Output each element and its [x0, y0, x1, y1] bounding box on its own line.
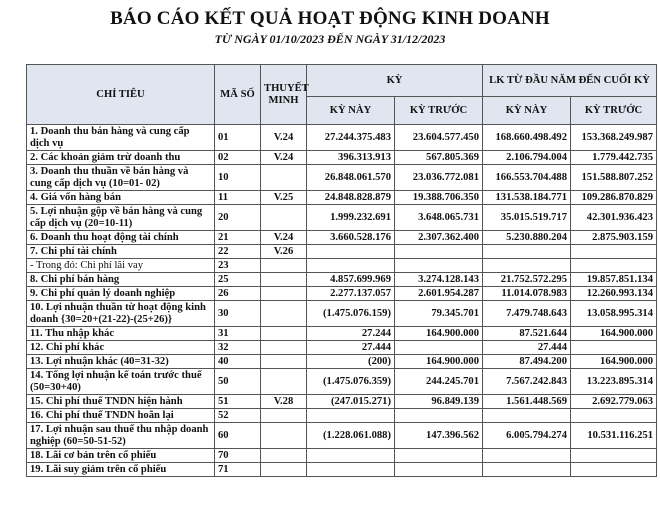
row-lk-ky-truoc: 151.588.807.252 [571, 165, 657, 191]
row-ky-nay: 27.244.375.483 [307, 125, 395, 151]
row-ky-truoc: 23.604.577.450 [395, 125, 483, 151]
row-ky-nay [307, 259, 395, 273]
header-ky-nay: KỲ NÀY [307, 97, 395, 125]
row-ky-truoc: 96.849.139 [395, 395, 483, 409]
row-code: 70 [215, 449, 261, 463]
table-row [27, 273, 657, 287]
table-row [27, 395, 657, 409]
row-ky-truoc [395, 409, 483, 423]
row-ky-truoc: 164.900.000 [395, 355, 483, 369]
row-lk-ky-nay: 27.444 [483, 341, 571, 355]
row-lk-ky-truoc: 164.900.000 [571, 327, 657, 341]
row-label: 18. Lãi cơ bản trên cổ phiếu [27, 449, 215, 463]
row-lk-ky-nay: 168.660.498.492 [483, 125, 571, 151]
row-ky-nay: 27.244 [307, 327, 395, 341]
row-lk-ky-truoc: 164.900.000 [571, 355, 657, 369]
row-note: V.24 [261, 125, 307, 151]
row-lk-ky-truoc: 2.875.903.159 [571, 231, 657, 245]
row-ky-nay: 27.444 [307, 341, 395, 355]
row-ky-truoc: 2.307.362.400 [395, 231, 483, 245]
row-label: 11. Thu nhập khác [27, 327, 215, 341]
table-row [27, 245, 657, 259]
row-label: 6. Doanh thu hoạt động tài chính [27, 231, 215, 245]
row-ky-nay: (200) [307, 355, 395, 369]
row-lk-ky-truoc: 153.368.249.987 [571, 125, 657, 151]
row-lk-ky-truoc [571, 245, 657, 259]
table-row [27, 409, 657, 423]
row-lk-ky-nay: 166.553.704.488 [483, 165, 571, 191]
row-lk-ky-truoc [571, 409, 657, 423]
header-lk-ky-truoc: KỲ TRƯỚC [571, 97, 657, 125]
row-lk-ky-nay: 2.106.794.004 [483, 151, 571, 165]
row-ky-truoc: 2.601.954.287 [395, 287, 483, 301]
row-code: 23 [215, 259, 261, 273]
row-code: 22 [215, 245, 261, 259]
row-label: 15. Chi phí thuế TNDN hiện hành [27, 395, 215, 409]
row-note [261, 273, 307, 287]
row-ky-truoc: 23.036.772.081 [395, 165, 483, 191]
income-statement-table [26, 64, 657, 477]
row-note [261, 463, 307, 477]
row-lk-ky-truoc: 13.223.895.314 [571, 369, 657, 395]
row-ky-truoc: 567.805.369 [395, 151, 483, 165]
row-code: 30 [215, 301, 261, 327]
row-lk-ky-truoc: 109.286.870.829 [571, 191, 657, 205]
header-ky-truoc: KỲ TRƯỚC [395, 97, 483, 125]
row-lk-ky-truoc [571, 463, 657, 477]
row-code: 25 [215, 273, 261, 287]
row-note [261, 449, 307, 463]
row-lk-ky-nay [483, 245, 571, 259]
row-ky-truoc: 244.245.701 [395, 369, 483, 395]
row-label: 2. Các khoản giảm trừ doanh thu [27, 151, 215, 165]
row-ky-nay: (1.475.076.359) [307, 369, 395, 395]
row-ky-truoc [395, 245, 483, 259]
row-ky-nay [307, 463, 395, 477]
row-note [261, 369, 307, 395]
row-note [261, 165, 307, 191]
row-label: 10. Lợi nhuận thuần từ hoạt động kinh doanh {30=20+(21-22)-(25+26)} [27, 301, 215, 327]
row-lk-ky-truoc: 10.531.116.251 [571, 423, 657, 449]
row-code: 20 [215, 205, 261, 231]
report-title: BÁO CÁO KẾT QUẢ HOẠT ĐỘNG KINH DOANH [110, 8, 550, 29]
row-note: V.26 [261, 245, 307, 259]
row-label: 5. Lợi nhuận gộp về bán hàng và cung cấp dịch vụ (20=10-11) [27, 205, 215, 231]
row-code: 32 [215, 341, 261, 355]
row-note [261, 423, 307, 449]
row-label: 9. Chi phí quản lý doanh nghiệp [27, 287, 215, 301]
row-code: 31 [215, 327, 261, 341]
row-lk-ky-truoc [571, 449, 657, 463]
row-ky-truoc: 19.388.706.350 [395, 191, 483, 205]
row-lk-ky-truoc: 19.857.851.134 [571, 273, 657, 287]
row-ky-nay: 1.999.232.691 [307, 205, 395, 231]
row-label: 16. Chi phí thuế TNDN hoãn lại [27, 409, 215, 423]
row-note [261, 327, 307, 341]
row-lk-ky-truoc: 13.058.995.314 [571, 301, 657, 327]
row-lk-ky-nay: 131.538.184.771 [483, 191, 571, 205]
row-lk-ky-nay [483, 449, 571, 463]
table-row [27, 231, 657, 245]
row-lk-ky-truoc [571, 259, 657, 273]
row-label: 1. Doanh thu bán hàng và cung cấp dịch vụ [27, 125, 215, 151]
table-row [27, 151, 657, 165]
table-row [27, 449, 657, 463]
row-lk-ky-nay: 1.561.448.569 [483, 395, 571, 409]
row-ky-truoc: 164.900.000 [395, 327, 483, 341]
report-period: TỪ NGÀY 01/10/2023 ĐẾN NGÀY 31/12/2023 [214, 32, 446, 46]
row-lk-ky-nay: 21.752.572.295 [483, 273, 571, 287]
row-ky-nay: 3.660.528.176 [307, 231, 395, 245]
row-lk-ky-nay: 5.230.880.204 [483, 231, 571, 245]
header-luy-ke: LK TỪ ĐẦU NĂM ĐẾN CUỐI KỲ [483, 65, 657, 97]
row-ky-nay: 26.848.061.570 [307, 165, 395, 191]
row-ky-nay [307, 409, 395, 423]
table-row [27, 355, 657, 369]
row-ky-truoc: 147.396.562 [395, 423, 483, 449]
row-code: 21 [215, 231, 261, 245]
row-note: V.28 [261, 395, 307, 409]
table-row [27, 287, 657, 301]
row-note [261, 341, 307, 355]
row-ky-nay: (247.015.271) [307, 395, 395, 409]
header-lk-ky-nay: KỲ NÀY [483, 97, 571, 125]
row-note [261, 301, 307, 327]
row-lk-ky-nay [483, 463, 571, 477]
row-label: 7. Chi phí tài chính [27, 245, 215, 259]
header-ma-so: MÃ SỐ [215, 65, 261, 125]
row-lk-ky-truoc: 1.779.442.735 [571, 151, 657, 165]
row-note: V.24 [261, 151, 307, 165]
table-row [27, 191, 657, 205]
row-ky-nay: 24.848.828.879 [307, 191, 395, 205]
table-row [27, 327, 657, 341]
header-ky: KỲ [307, 65, 483, 97]
table-row [27, 463, 657, 477]
row-label: 17. Lợi nhuận sau thuế thu nhập doanh nghiệp (60=50-51-52) [27, 423, 215, 449]
row-label: 4. Giá vốn hàng bán [27, 191, 215, 205]
row-ky-nay: 2.277.137.057 [307, 287, 395, 301]
row-lk-ky-nay: 11.014.078.983 [483, 287, 571, 301]
row-code: 10 [215, 165, 261, 191]
row-lk-ky-truoc [571, 341, 657, 355]
row-code: 52 [215, 409, 261, 423]
row-code: 60 [215, 423, 261, 449]
row-label: - Trong đó: Chi phí lãi vay [27, 259, 215, 273]
row-ky-truoc: 3.648.065.731 [395, 205, 483, 231]
row-note [261, 409, 307, 423]
row-lk-ky-nay: 35.015.519.717 [483, 205, 571, 231]
row-lk-ky-truoc: 12.260.993.134 [571, 287, 657, 301]
row-code: 01 [215, 125, 261, 151]
table-row [27, 369, 657, 395]
row-lk-ky-truoc: 42.301.936.423 [571, 205, 657, 231]
row-ky-truoc [395, 463, 483, 477]
row-note: V.24 [261, 231, 307, 245]
row-lk-ky-nay: 87.494.200 [483, 355, 571, 369]
row-label: 8. Chi phí bán hàng [27, 273, 215, 287]
row-code: 40 [215, 355, 261, 369]
row-ky-nay: (1.228.061.088) [307, 423, 395, 449]
row-code: 51 [215, 395, 261, 409]
row-label: 14. Tổng lợi nhuận kế toán trước thuế (50=30+40) [27, 369, 215, 395]
row-label: 19. Lãi suy giảm trên cổ phiếu [27, 463, 215, 477]
row-ky-nay [307, 449, 395, 463]
row-ky-truoc: 3.274.128.143 [395, 273, 483, 287]
table-row [27, 259, 657, 273]
row-code: 71 [215, 463, 261, 477]
row-lk-ky-nay [483, 409, 571, 423]
row-ky-truoc [395, 341, 483, 355]
row-label: 13. Lợi nhuận khác (40=31-32) [27, 355, 215, 369]
row-lk-ky-nay: 87.521.644 [483, 327, 571, 341]
table-row [27, 301, 657, 327]
row-ky-nay: 4.857.699.969 [307, 273, 395, 287]
row-code: 26 [215, 287, 261, 301]
row-label: 12. Chi phí khác [27, 341, 215, 355]
row-code: 50 [215, 369, 261, 395]
row-label: 3. Doanh thu thuần về bán hàng và cung cấp dịch vụ (10=01- 02) [27, 165, 215, 191]
row-lk-ky-nay [483, 259, 571, 273]
row-note [261, 259, 307, 273]
table-row [27, 341, 657, 355]
row-note [261, 205, 307, 231]
row-code: 02 [215, 151, 261, 165]
row-lk-ky-nay: 6.005.794.274 [483, 423, 571, 449]
row-note: V.25 [261, 191, 307, 205]
header-chi-tieu: CHỈ TIÊU [27, 65, 215, 125]
row-ky-nay [307, 245, 395, 259]
row-ky-truoc: 79.345.701 [395, 301, 483, 327]
row-ky-truoc [395, 449, 483, 463]
table-row [27, 165, 657, 191]
row-ky-nay: (1.475.076.159) [307, 301, 395, 327]
row-ky-truoc [395, 259, 483, 273]
table-row [27, 423, 657, 449]
row-note [261, 355, 307, 369]
header-thuyet-minh: THUYẾT MINH [261, 65, 307, 125]
row-note [261, 287, 307, 301]
row-lk-ky-nay: 7.479.748.643 [483, 301, 571, 327]
table-row [27, 205, 657, 231]
row-ky-nay: 396.313.913 [307, 151, 395, 165]
row-lk-ky-truoc: 2.692.779.063 [571, 395, 657, 409]
row-lk-ky-nay: 7.567.242.843 [483, 369, 571, 395]
row-code: 11 [215, 191, 261, 205]
table-row [27, 125, 657, 151]
